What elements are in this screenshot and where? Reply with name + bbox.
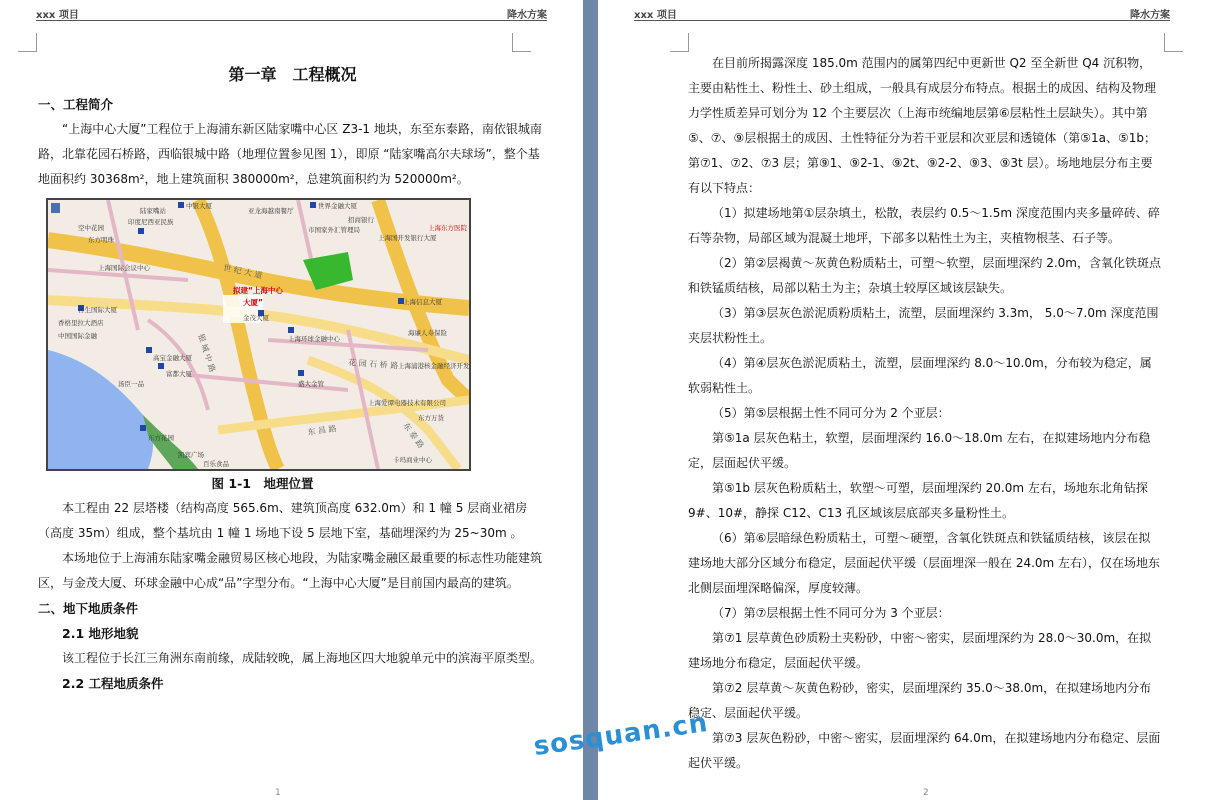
svg-text:拟建“上海中心: 拟建“上海中心	[233, 286, 283, 295]
svg-text:大厦”: 大厦”	[243, 298, 263, 307]
svg-text:花 园 石 桥 路: 花 园 石 桥 路	[347, 358, 399, 371]
svg-text:银 城 中 路: 银 城 中 路	[196, 332, 217, 374]
paragraph: （1）拟建场地第①层杂填土，松散，表层约 0.5～1.5m 深度范围内夹多量碎砖、碎石等杂物，局部区域为混凝土地坪，下部多以粘性土为主，夹植物根茎、石子等。	[688, 206, 1160, 245]
svg-text:招商银行: 招商银行	[348, 216, 374, 224]
svg-text:百乐食品: 百乐食品	[203, 460, 229, 468]
paragraph: （7）第⑦层根据土性不同可分为 3 个亚层：	[712, 606, 950, 620]
paragraph: 第⑤1b 层灰色粉质粘土，软塑～可塑，层面埋深约 20.0m 左右，场地东北角钻探 9#、10#，静探 C12、C13 孔区域该层底部夹多量粉性土。	[688, 481, 1148, 520]
chapter-title: 第一章 工程概况	[228, 65, 357, 84]
paragraph: （5）第⑤层根据土性不同可分为 2 个亚层：	[712, 406, 950, 420]
map-north-arrow	[51, 203, 60, 213]
svg-text:东方明珠: 东方明珠	[88, 236, 114, 244]
subsection-heading: 2.2 工程地质条件	[62, 676, 164, 691]
svg-text:空中花园: 空中花园	[78, 224, 104, 232]
paragraph: 该工程位于长江三角洲东南前缘，成陆较晚，属上海地区四大地貌单元中的滨海平原类型。	[62, 651, 543, 665]
watermark: sosquan.cn	[531, 707, 711, 763]
map-graphic	[48, 200, 469, 469]
location-map	[46, 198, 471, 471]
svg-text:上海东方医院: 上海东方医院	[428, 224, 467, 232]
subsection-heading: 2.1 地形地貌	[62, 626, 139, 641]
figure-caption: 图 1-1 地理位置	[211, 476, 314, 491]
paragraph: （2）第②层褐黄～灰黄色粉质粘土，可塑～软塑，层面埋深约 2.0m，含氧化铁斑点和铁锰质结核，局部以粘土为主；杂填土较厚区域该层缺失。	[688, 256, 1161, 295]
paragraph: 第⑦2 层草黄～灰黄色粉砂，密实，层面埋深约 35.0～38.0m，在拟建场地内分布稳定、层面起伏平缓。	[688, 681, 1152, 720]
document-page-1	[0, 0, 583, 800]
paragraph: “上海中心大厦”工程位于上海浦东新区陆家嘴中心区 Z3-1 地块，东至东泰路，南依银城南路，北靠花园石桥路，西临银城中路（地理位置参见图 1），即原 “陆家嘴高尔夫球场”，整个基地面积约 30368m²，地上建筑面积 380000m²，总建筑面积约为 520000m²。	[38, 122, 542, 186]
svg-text:金茂大厦: 金茂大厦	[243, 314, 269, 322]
svg-text:海廉人寿保险: 海廉人寿保险	[408, 329, 447, 337]
svg-text:东 昌 路: 东 昌 路	[307, 424, 338, 437]
paragraph: 第⑦3 层灰色粉砂，中密～密实，层面埋深约 64.0m，在拟建场地内分布稳定、层面起伏平缓。	[688, 731, 1161, 770]
header-title: 降水方案	[507, 10, 547, 21]
svg-text:世界金融大厦: 世界金融大厦	[318, 202, 357, 210]
header-project: xxx 项目	[634, 10, 677, 21]
svg-text:市国家外汇管理局: 市国家外汇管理局	[308, 226, 360, 234]
document-page-2	[598, 0, 1206, 800]
header-project: xxx 项目	[36, 10, 79, 21]
section-heading: 二、地下地质条件	[38, 601, 139, 616]
svg-text:上海国际会议中心: 上海国际会议中心	[98, 264, 150, 272]
svg-text:东方万货: 东方万货	[418, 414, 444, 422]
svg-text:上海爱谭电器技术有限公司: 上海爱谭电器技术有限公司	[368, 399, 446, 407]
paragraph: （6）第⑥层暗绿色粉质粘土，可塑～硬塑，含氧化铁斑点和铁锰质结核，该层在拟建场地大部分区域分布稳定，层面起伏平缓（层面埋深一般在 24.0m 左右），仅在场地东北侧层面埋深略偏深，厚度较薄。	[688, 531, 1161, 595]
svg-text:上海国开发银行大厦: 上海国开发银行大厦	[378, 234, 437, 242]
paragraph: 第⑤1a 层灰色粘土，软塑，层面埋深约 16.0～18.0m 左右，在拟建场地内分布稳定，层面起伏平缓。	[688, 431, 1151, 470]
page-number: 1	[275, 788, 281, 798]
page-header	[634, 6, 1170, 21]
page-1-body	[38, 60, 547, 696]
svg-text:汤臣一品: 汤臣一品	[118, 380, 144, 388]
paragraph: （4）第④层灰色淤泥质粘土，流塑，层面埋深约 8.0～10.0m，分布较为稳定，属软弱粘性土。	[688, 356, 1152, 395]
page-2-body	[688, 51, 1162, 776]
page-header	[36, 6, 547, 21]
paragraph: 本场地位于上海浦东陆家嘴金融贸易区核心地段，为陆家嘴金融区最重要的标志性功能建筑区，与金茂大厦、环球金融中心成“品”字型分布。“上海中心大厦”是目前国内最高的建筑。	[38, 551, 543, 590]
svg-text:富都大厦: 富都大厦	[166, 370, 192, 378]
svg-text:合生国际大厦: 合生国际大厦	[78, 306, 117, 314]
crop-mark	[670, 33, 689, 52]
paragraph: 本工程由 22 层塔楼（结构高度 565.6m、建筑顶高度 632.0m）和 1 幢 5 层商业裙房（高度 35m）组成，整个基坑由 1 幢 1 场地下设 5 层地下室，基础埋深约为 25~30m 。	[38, 501, 528, 540]
svg-text:东方花园: 东方花园	[148, 434, 174, 442]
svg-text:中银大厦: 中银大厦	[186, 202, 212, 210]
svg-text:卡玛商业中心: 卡玛商业中心	[393, 456, 432, 464]
crop-mark	[18, 33, 37, 52]
svg-text:高宝金融大厦: 高宝金融大厦	[153, 354, 192, 362]
page-gap	[583, 0, 598, 800]
svg-text:印度尼西亚民族: 印度尼西亚民族	[128, 218, 174, 226]
svg-text:盛大金管: 盛大金管	[298, 380, 324, 388]
paragraph: 第⑦1 层草黄色砂质粉土夹粉砂，中密～密实，层面埋深约为 28.0～30.0m，在拟建场地分布稳定，层面起伏平缓。	[688, 631, 1152, 670]
svg-text:香格里拉大酒店: 香格里拉大酒店	[58, 319, 104, 327]
svg-text:上海浦港核金融经济开发区: 上海浦港核金融经济开发区	[398, 362, 469, 370]
paragraph: 在目前所揭露深度 185.0m 范围内的属第四纪中更新世 Q2 至全新世 Q4 沉积物，主要由粘性土、粉性土、砂土组成，一般具有成层分布特点。根据土的成因、结构及物理力学性质差异可划分为 12 个主要层次（上海市统编地层第⑥层粘性土层缺失）。其中第⑤、⑦、⑨层根据土的成因、土性特征分为若干亚层和次亚层和透镜体（第⑤1a、⑤1b；第⑦1、⑦2、⑦3 层；第⑨1、⑨2-1、⑨2t、⑨2-2、⑨3、⑨3t 层）。场地地层分布主要有以下特点：	[688, 56, 1157, 195]
section-heading: 一、工程简介	[38, 97, 114, 112]
svg-text:亚龙海越南餐厅: 亚龙海越南餐厅	[248, 207, 294, 215]
crop-mark	[1164, 33, 1183, 52]
paragraph: （3）第③层灰色淤泥质粉质粘土，流塑，层面埋深约 3.3m， 5.0～7.0m 深度范围夹层状粉性土。	[688, 306, 1159, 345]
page-number: 2	[923, 788, 929, 798]
svg-text:东 泰 路: 东 泰 路	[401, 420, 426, 450]
svg-text:凯宾广场: 凯宾广场	[178, 451, 204, 459]
header-title: 降水方案	[1130, 10, 1170, 21]
svg-text:上海环球金融中心: 上海环球金融中心	[288, 335, 340, 343]
svg-text:上海信息大厦: 上海信息大厦	[403, 298, 442, 306]
crop-mark	[512, 33, 531, 52]
svg-text:陆家嘴站: 陆家嘴站	[140, 207, 166, 215]
svg-text:中国国际金融: 中国国际金融	[58, 332, 97, 340]
svg-text:世 纪 大 道: 世 纪 大 道	[222, 263, 264, 281]
